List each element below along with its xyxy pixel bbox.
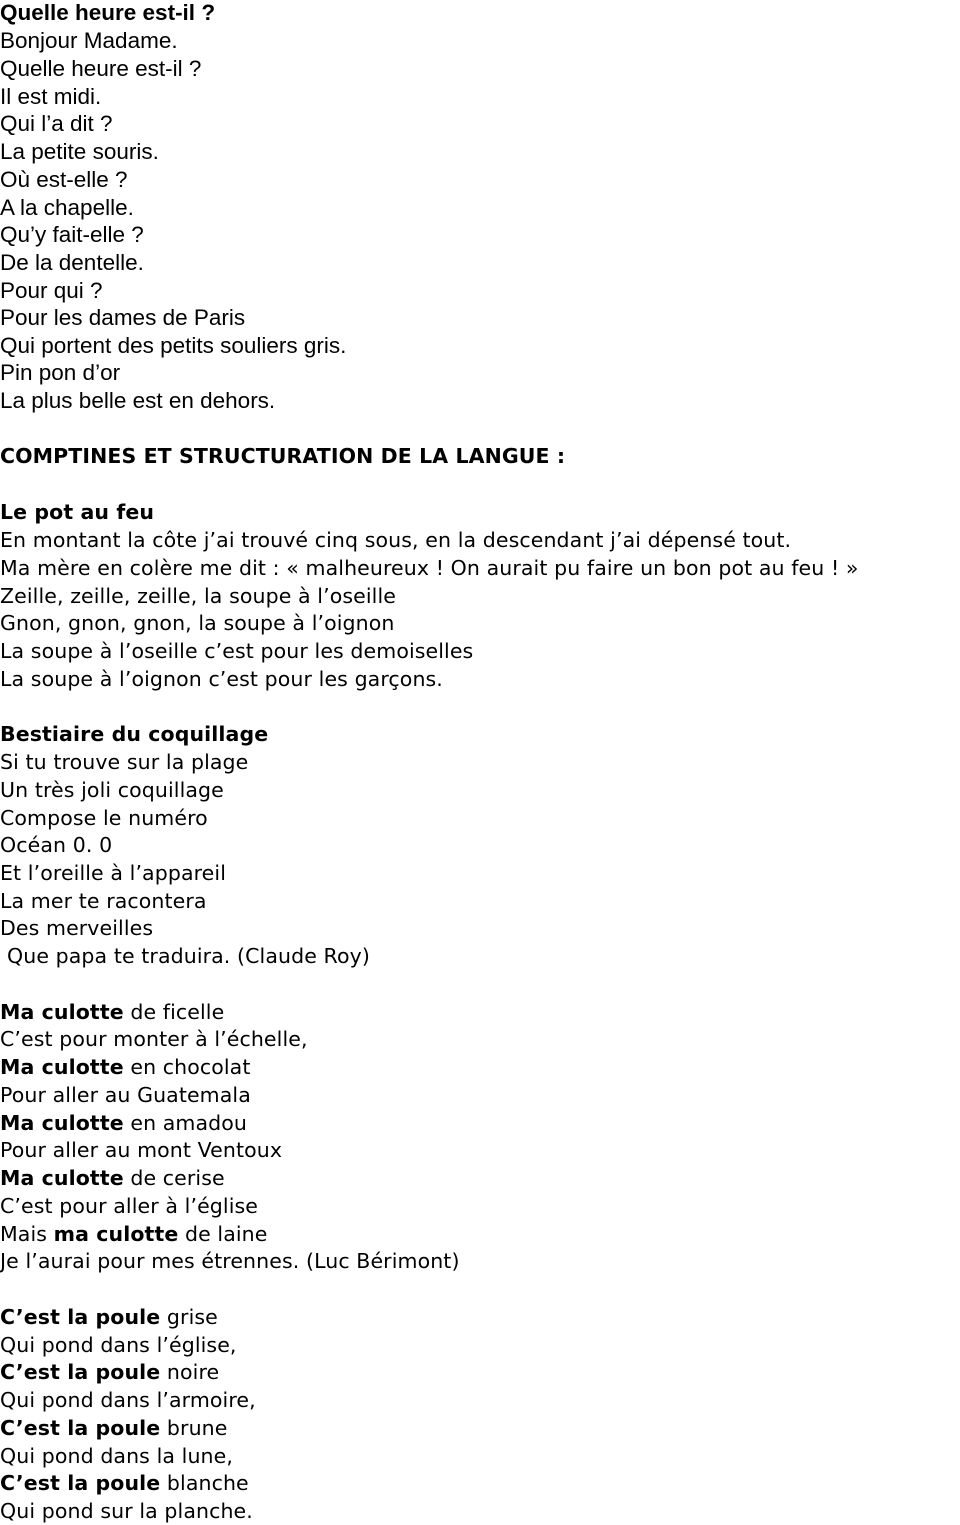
refrain-bold: C’est la poule: [0, 1471, 161, 1495]
poem-line: Et l’oreille à l’appareil: [0, 861, 226, 885]
poem-line: [0, 1164, 225, 1192]
poem-line: [0, 1220, 267, 1248]
poem-line: Qui pond dans l’église,: [0, 1333, 237, 1357]
poem-line: Qui pond dans la lune,: [0, 1444, 233, 1468]
refrain-bold: Ma culotte: [0, 1111, 124, 1135]
poem-line: La mer te racontera: [0, 889, 207, 913]
poem-line: La petite souris.: [0, 139, 159, 164]
poem-line: Qui l’a dit ?: [0, 111, 113, 136]
poem-line: Des merveilles: [0, 916, 154, 940]
poem-line: Pin pon d’or: [0, 360, 121, 385]
poem-line: Pour qui ?: [0, 278, 103, 303]
line-rest: de laine: [178, 1222, 268, 1246]
poem-line: Il est midi.: [0, 84, 102, 109]
poem-line: [0, 1053, 251, 1081]
line-pre: Mais: [0, 1222, 54, 1246]
poem-line: Pour les dames de Paris: [0, 305, 246, 330]
line-rest: noire: [160, 1360, 220, 1384]
poem-line: De la dentelle.: [0, 250, 144, 275]
poem-line: Où est-elle ?: [0, 167, 128, 192]
poem-line: La soupe à l’oseille c’est pour les demoiselles: [0, 639, 474, 663]
refrain-bold: Ma culotte: [0, 1055, 124, 1079]
line-rest: brune: [160, 1416, 228, 1440]
poem-line: [0, 1109, 247, 1137]
poem-line: Qui portent des petits souliers gris.: [0, 333, 347, 358]
refrain-bold: Ma culotte: [0, 1000, 124, 1024]
poem-line: Qui pond dans l’armoire,: [0, 1388, 256, 1412]
refrain-bold: C’est la poule: [0, 1305, 161, 1329]
line-rest: de cerise: [123, 1166, 225, 1190]
poem-line: Océan 0. 0: [0, 833, 113, 857]
poem-line: Qu’y fait-elle ?: [0, 222, 144, 247]
refrain-bold: C’est la poule: [0, 1416, 161, 1440]
line-rest: blanche: [160, 1471, 249, 1495]
line-rest: en amadou: [123, 1111, 248, 1135]
poem-line: Gnon, gnon, gnon, la soupe à l’oignon: [0, 611, 395, 635]
line-rest: grise: [160, 1305, 218, 1329]
refrain-bold: ma culotte: [53, 1222, 179, 1246]
poem-line: Pour aller au Guatemala: [0, 1083, 251, 1107]
poem-line: Je l’aurai pour mes étrennes. (Luc Bérimont): [0, 1249, 460, 1273]
poem-line: Pour aller au mont Ventoux: [0, 1138, 283, 1162]
poem-line: [0, 998, 224, 1026]
poem-line: Bonjour Madame.: [0, 28, 178, 53]
poem-line: Ma mère en colère me dit : « malheureux ! On aurait pu faire un bon pot au feu ! »: [0, 556, 859, 580]
poem-line: Si tu trouve sur la plage: [0, 750, 249, 774]
poem-line: [0, 1414, 227, 1442]
poem-line: Zeille, zeille, zeille, la soupe à l’oseille: [0, 584, 396, 608]
poem-line: C’est pour aller à l’église: [0, 1194, 258, 1218]
line-rest: de ficelle: [123, 1000, 225, 1024]
poem-line: Un très joli coquillage: [0, 778, 224, 802]
poem-line: [0, 1358, 219, 1386]
poem-title: Le pot au feu: [0, 500, 155, 524]
refrain-bold: C’est la poule: [0, 1360, 161, 1384]
poem-title: Bestiaire du coquillage: [0, 722, 269, 746]
poem-line: Qui pond sur la planche.: [0, 1499, 253, 1523]
poem-line: Compose le numéro: [0, 806, 208, 830]
poem-line: La soupe à l’oignon c’est pour les garçons.: [0, 667, 443, 691]
poem-line: C’est pour monter à l’échelle,: [0, 1027, 308, 1051]
poem-title: Quelle heure est-il ?: [0, 0, 216, 25]
poem-line: [0, 1303, 218, 1331]
poem-line: En montant la côte j’ai trouvé cinq sous, en la descendant j’ai dépensé tout.: [0, 528, 792, 552]
poem-line: A la chapelle.: [0, 195, 134, 220]
refrain-bold: Ma culotte: [0, 1166, 124, 1190]
poem-line: [0, 1469, 249, 1497]
poem-line: La plus belle est en dehors.: [0, 388, 276, 413]
poem-line: Quelle heure est-il ?: [0, 56, 202, 81]
section-heading: COMPTINES ET STRUCTURATION DE LA LANGUE :: [0, 444, 566, 468]
line-rest: en chocolat: [123, 1055, 251, 1079]
poem-line: Que papa te traduira. (Claude Roy): [7, 944, 370, 968]
